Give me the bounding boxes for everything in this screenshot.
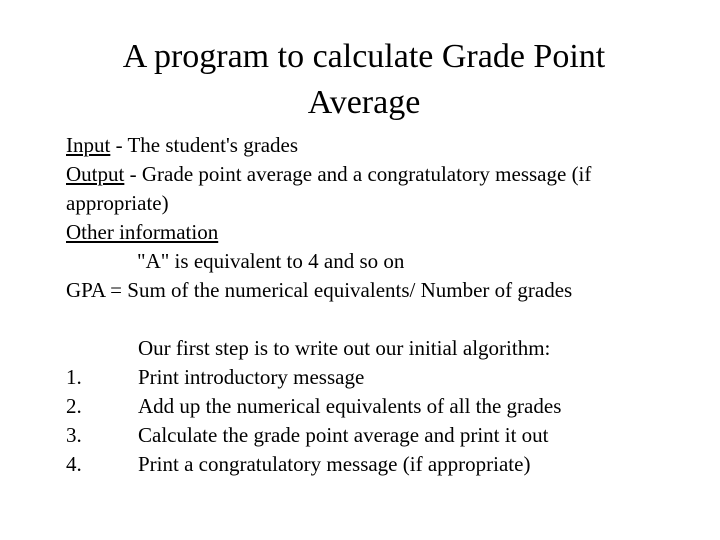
output-text: - Grade point average and a congratulatory message (if [124, 162, 592, 186]
output-continuation: appropriate) [66, 191, 169, 215]
list-item [66, 450, 706, 479]
step-text: Print introductory message [138, 365, 365, 389]
list-item [66, 392, 706, 421]
list-item [66, 421, 706, 450]
step-text: Print a congratulatory message (if appropriate) [138, 452, 531, 476]
slide-body [66, 131, 706, 305]
algorithm-intro: Our first step is to write out our initial algorithm: [138, 336, 551, 360]
step-number: 1. [66, 365, 82, 389]
equivalence-line: "A" is equivalent to 4 and so on [137, 249, 405, 273]
list-item [66, 363, 706, 392]
slide-title [0, 34, 720, 126]
other-information-label: Other information [66, 220, 219, 244]
input-text: - The student's grades [110, 133, 299, 157]
step-number: 2. [66, 394, 82, 418]
step-text: Add up the numerical equivalents of all the grades [138, 394, 562, 418]
gpa-formula: GPA = Sum of the numerical equivalents/ Number of grades [66, 278, 573, 302]
step-number: 4. [66, 452, 82, 476]
algorithm-intro-row [66, 334, 706, 363]
input-line [66, 131, 706, 160]
output-line [66, 160, 706, 189]
algorithm-section [66, 334, 706, 479]
title-line-2: Average [307, 84, 421, 121]
step-text: Calculate the grade point average and print it out [138, 423, 549, 447]
input-label: Input [66, 133, 111, 157]
title-line-1: A program to calculate Grade Point [122, 38, 606, 75]
step-number: 3. [66, 423, 82, 447]
output-label: Output [66, 162, 125, 186]
